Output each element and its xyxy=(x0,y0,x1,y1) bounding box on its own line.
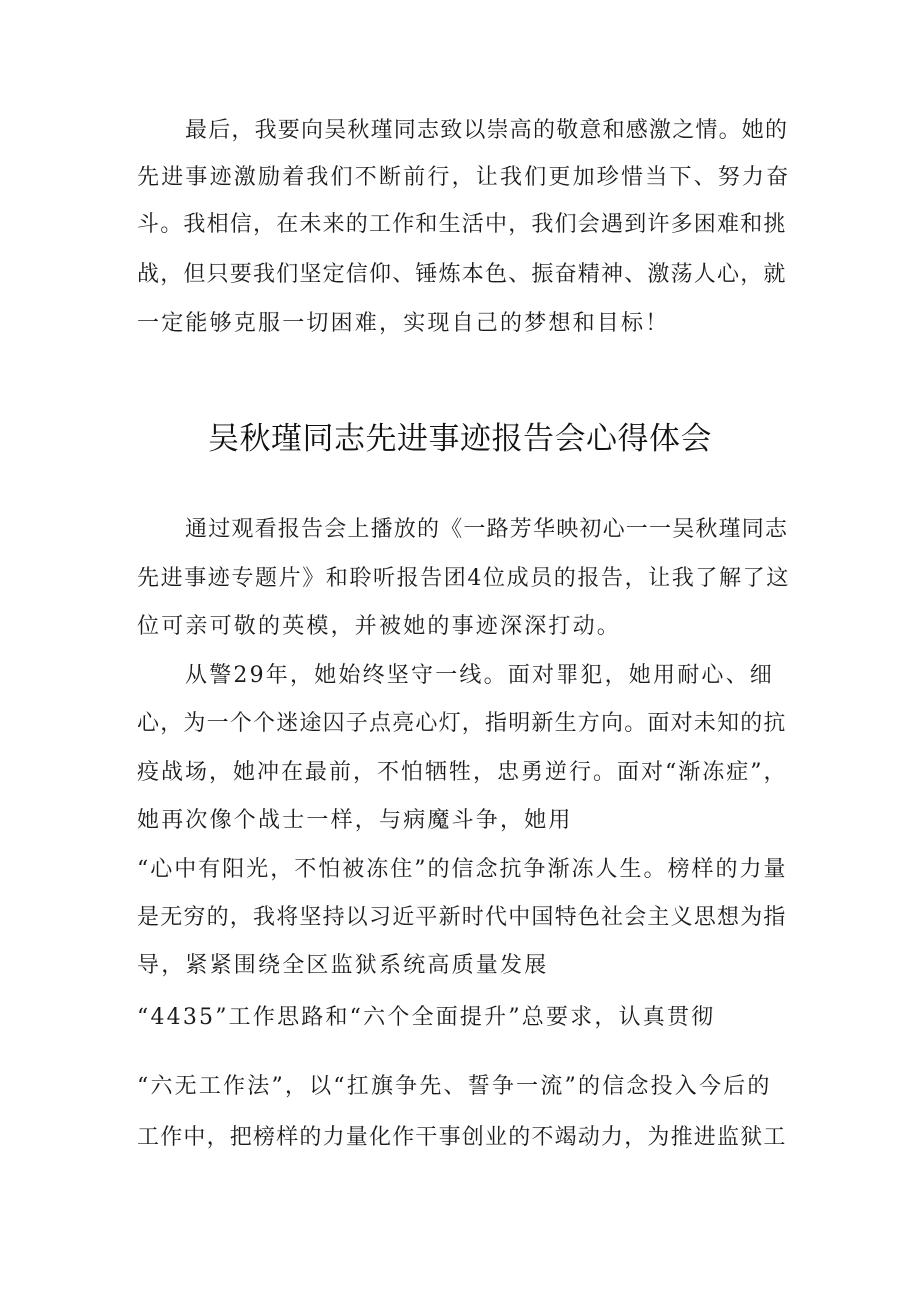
para2-line-6: 是无穷的，我将坚持以习近平新时代中国特色社会主义思想为指 xyxy=(137,905,787,930)
intro-line-1: 最后，我要向吴秋瑾同志致以崇高的敬意和感激之情。她的 xyxy=(185,118,789,143)
para2-line-5: “心中有阳光，不怕被冻住”的信念抗争渐冻人生。榜样的力量 xyxy=(137,857,788,882)
para2-line-1: 从警29年，她始终坚守一线。面对罪犯，她用耐心、细 xyxy=(185,663,774,688)
para1-line-3: 位可亲可敬的英模，并被她的事迹深深打动。 xyxy=(137,614,622,639)
para1-line-1: 通过观看报告会上播放的《一路芳华映初心一一吴秋瑾同志 xyxy=(185,517,789,542)
para2-line-9: “六无工作法”，以“扛旗争先、誓争一流”的信念投入今后的 xyxy=(137,1074,772,1099)
para1-line-2: 先进事迹专题片》和聆听报告团4位成员的报告，让我了解了这 xyxy=(137,566,790,591)
para2-line-8: “4435”工作思路和“六个全面提升”总要求，认真贯彻 xyxy=(137,1005,716,1030)
para2-line-2: 心，为一个个迷途囚子点亮心灯，指明新生方向。面对未知的抗 xyxy=(137,711,787,736)
document-title: 吴秋瑾同志先进事迹报告会心得体会 xyxy=(208,421,712,457)
intro-line-3: 斗。我相信，在未来的工作和生活中，我们会遇到许多困难和挑 xyxy=(137,212,787,237)
para2-line-7: 导，紧紧围绕全区监狱系统高质量发展 xyxy=(137,953,549,978)
intro-line-2: 先进事迹激励着我们不断前行，让我们更加珍惜当下、努力奋 xyxy=(137,165,791,190)
para2-line-10: 工作中，把榜样的力量化作干事创业的不竭动力，为推进监狱工 xyxy=(137,1125,787,1150)
para2-line-3: 疫战场，她冲在最前，不怕牺牲，忠勇逆行。面对“渐冻症”， xyxy=(137,760,788,785)
para2-line-4: 她再次像个战士一样，与病魔斗争，她用 xyxy=(137,808,573,833)
intro-line-5: 一定能够克服一切困难，实现自己的梦想和目标！ xyxy=(137,311,670,336)
intro-line-4: 战，但只要我们坚定信仰、锤炼本色、振奋精神、激荡人心，就 xyxy=(137,262,787,287)
